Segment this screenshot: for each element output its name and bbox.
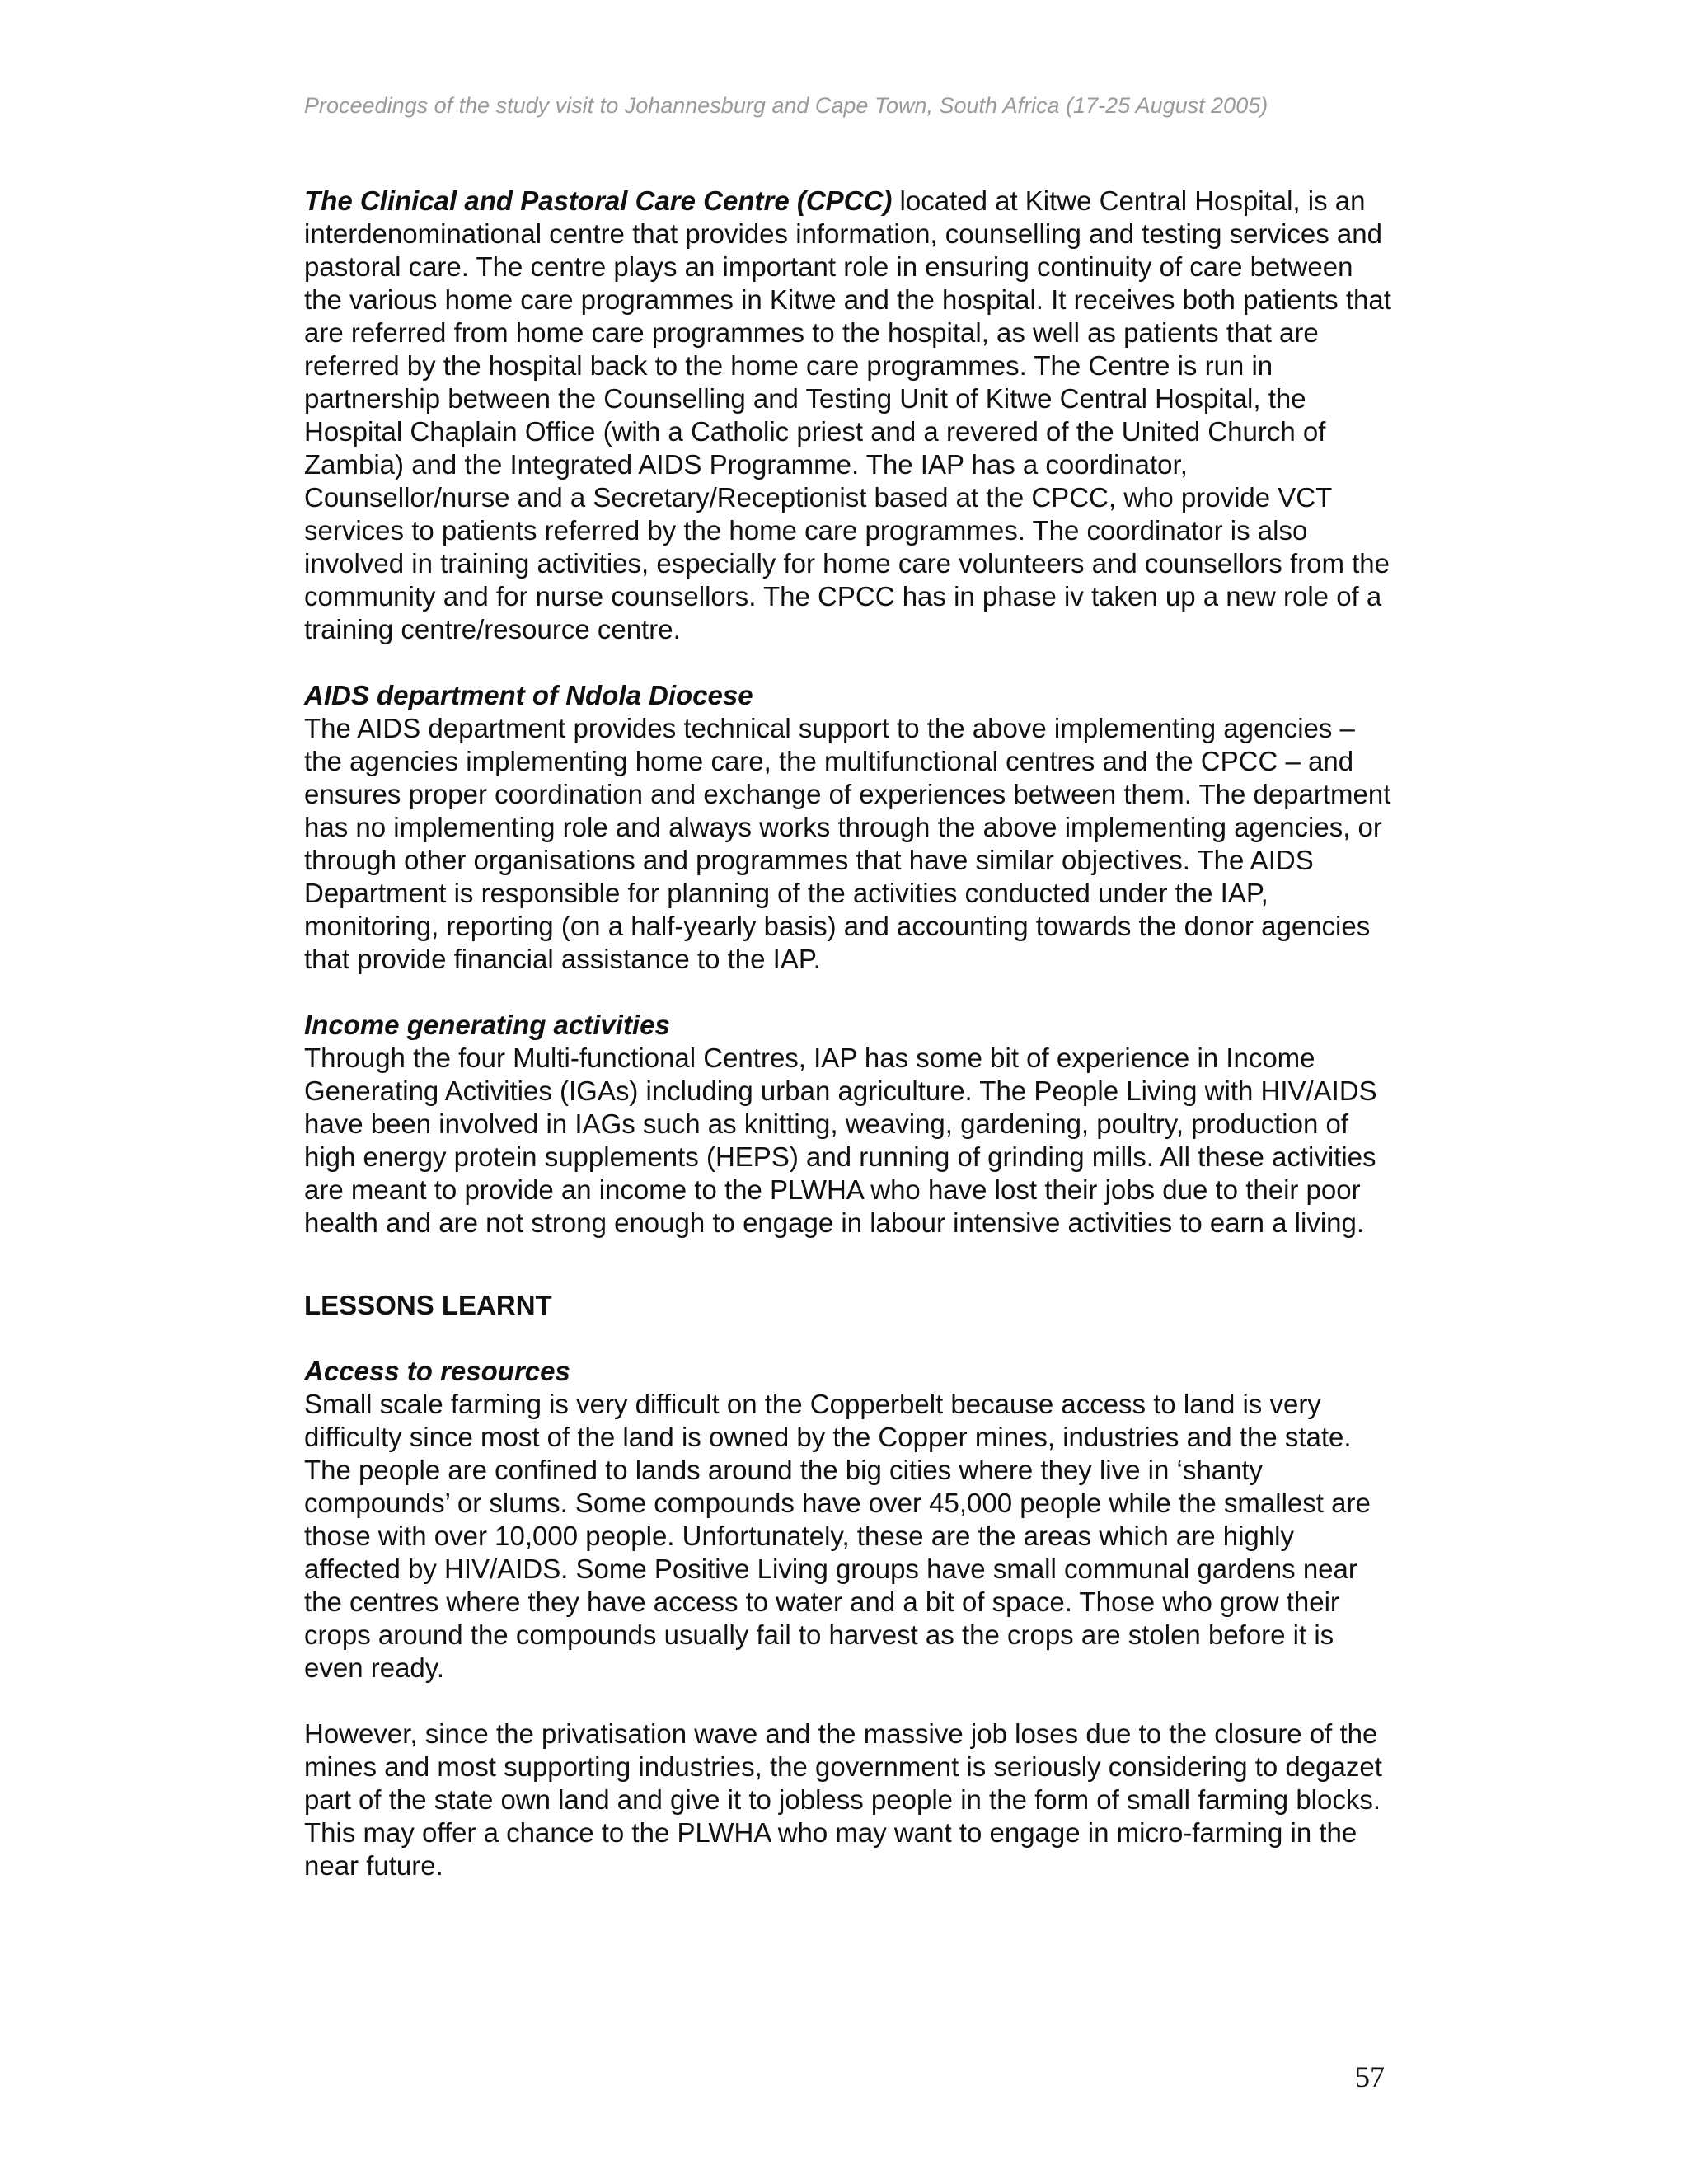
income-generating-section (304, 1009, 1392, 1240)
income-generating-text: Through the four Multi-functional Centres, IAP has some bit of experience in Income Generating Activities (IGAs) including urban agriculture. The People Living with HIV/AIDS have been involved in IAGs such as knitting, weaving, gardening, poultry, production of high energy protein supplements (HEPS) and running of grinding mills. All these activities are meant to provide an income to the PLWHA who have lost their jobs due to their poor health and are not strong enough to engage in labour intensive activities to earn a living. (304, 1043, 1377, 1238)
access-to-resources-section (304, 1355, 1392, 1685)
lessons-learnt-heading: LESSONS LEARNT (304, 1290, 552, 1320)
cpcc-text: located at Kitwe Central Hospital, is an interdenominational centre that provides information, counselling and testing services and pastoral care. The centre plays an important role in ensuring continuity of care between the various home care programmes in Kitwe and the hospital. It receives both patients that are referred from home care programmes to the hospital, as well as patients that are referred by the hospital back to the home care programmes. The Centre is run in partnership between the Counselling and Testing Unit of Kitwe Central Hospital, the Hospital Chaplain Office (with a Catholic priest and a revered of the United Church of Zambia) and the Integrated AIDS Programme. The IAP has a coordinator, Counsellor/nurse and a Secretary/Receptionist based at the CPCC, who provide VCT services to patients referred by the home care programmes. The coordinator is also involved in training activities, especially for home care volunteers and counsellors from the community and for nurse counsellors. The CPCC has in phase iv taken up a new role of a training centre/resource centre. (304, 185, 1391, 644)
cpcc-heading: The Clinical and Pastoral Care Centre (CPCC) (304, 185, 893, 216)
document-body (304, 185, 1392, 1882)
aids-department-heading: AIDS department of Ndola Diocese (304, 680, 753, 710)
page-number: 57 (1355, 2060, 1385, 2093)
cpcc-paragraph (304, 185, 1392, 646)
access-to-resources-paragraph-1: Small scale farming is very difficult on the Copperbelt because access to land is very difficulty since most of the land is owned by the Copper mines, industries and the state. The people are confined to lands around the big cities where they live in ‘shanty compounds’ or slums. Some compounds have over 45,000 people while the smallest are those with over 10,000 people. Unfortunately, these are the areas which are highly affected by HIV/AIDS. Some Positive Living groups have small communal gardens near the centres where they have access to water and a bit of space. Those who grow their crops around the compounds usually fail to harvest as the crops are stolen before it is even ready. (304, 1389, 1371, 1683)
aids-department-text: The AIDS department provides technical support to the above implementing agencies – the agencies implementing home care, the multifunctional centres and the CPCC – and ensures proper coordination and exchange of experiences between them. The department has no implementing role and always works through the above implementing agencies, or through other organisations and programmes that have similar objectives. The AIDS Department is responsible for planning of the activities conducted under the IAP, monitoring, reporting (on a half-yearly basis) and accounting towards the donor agencies that provide financial assistance to the IAP. (304, 713, 1391, 974)
access-to-resources-heading: Access to resources (304, 1356, 570, 1386)
income-generating-heading: Income generating activities (304, 1010, 670, 1040)
access-to-resources-paragraph-2: However, since the privatisation wave and the massive job loses due to the closure of the mines and most supporting industries, the government is seriously considering to degazet part of the state own land and give it to jobless people in the form of small farming blocks. This may offer a chance to the PLWHA who may want to engage in micro-farming in the near future. (304, 1718, 1382, 1881)
aids-department-section (304, 679, 1392, 976)
running-header: Proceedings of the study visit to Johannesburg and Cape Town, South Africa (17-25 August 2005) (304, 93, 1268, 118)
